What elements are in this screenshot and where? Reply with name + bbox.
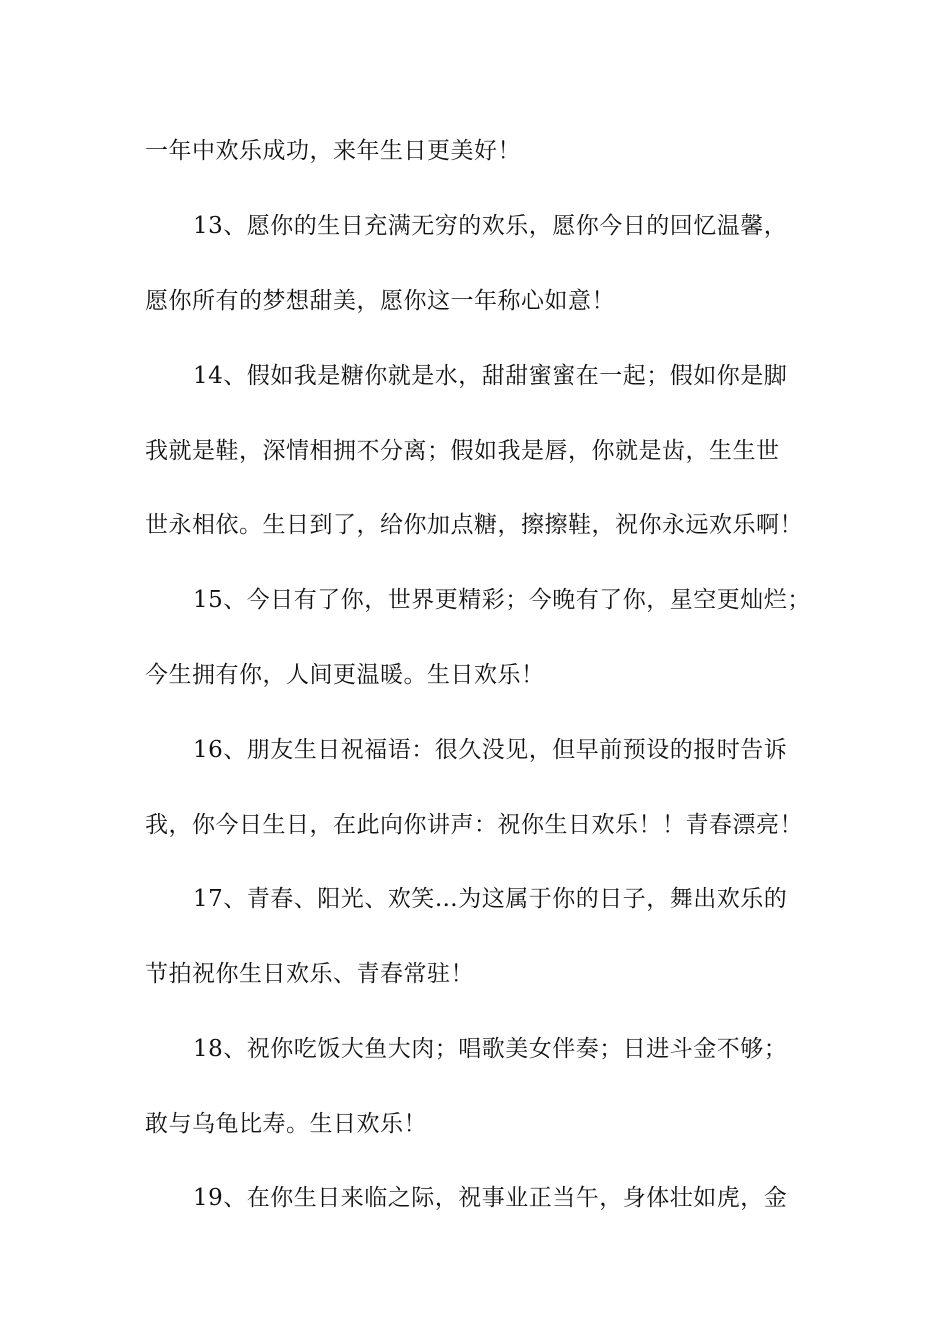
text-line: 一年中欢乐成功，来年生日更美好！ (145, 138, 521, 164)
text-line: 14、假如我是糖你就是水，甜甜蜜蜜在一起；假如你是脚 (193, 363, 788, 389)
text-line: 我就是鞋，深情相拥不分离；假如我是唇，你就是齿，生生世 (145, 438, 780, 464)
text-line: 17、青春、阳光、欢笑…为这属于你的日子，舞出欢乐的 (193, 886, 788, 912)
text-line: 18、祝你吃饭大鱼大肉；唱歌美女伴奏；日进斗金不够； (193, 1036, 788, 1062)
text-line: 16、朋友生日祝福语：很久没见，但早前预设的报时告诉 (193, 737, 788, 763)
text-line: 今生拥有你，人间更温暖。生日欢乐！ (145, 662, 545, 688)
text-line: 13、愿你的生日充满无穷的欢乐，愿你今日的回忆温馨， (193, 213, 788, 239)
text-line: 敢与乌龟比寿。生日欢乐！ (145, 1111, 427, 1137)
text-line: 15、今日有了你，世界更精彩；今晚有了你，星空更灿烂； (193, 587, 811, 613)
text-line: 我，你今日生日，在此向你讲声：祝你生日欢乐！！青春漂亮！ (145, 812, 803, 838)
text-line: 愿你所有的梦想甜美，愿你这一年称心如意！ (145, 288, 615, 314)
text-line: 19、在你生日来临之际，祝事业正当午，身体壮如虎，金 (193, 1185, 788, 1211)
text-line: 世永相依。生日到了，给你加点糖，擦擦鞋，祝你永远欢乐啊！ (145, 512, 803, 538)
text-line: 节拍祝你生日欢乐、青春常驻！ (145, 961, 474, 987)
